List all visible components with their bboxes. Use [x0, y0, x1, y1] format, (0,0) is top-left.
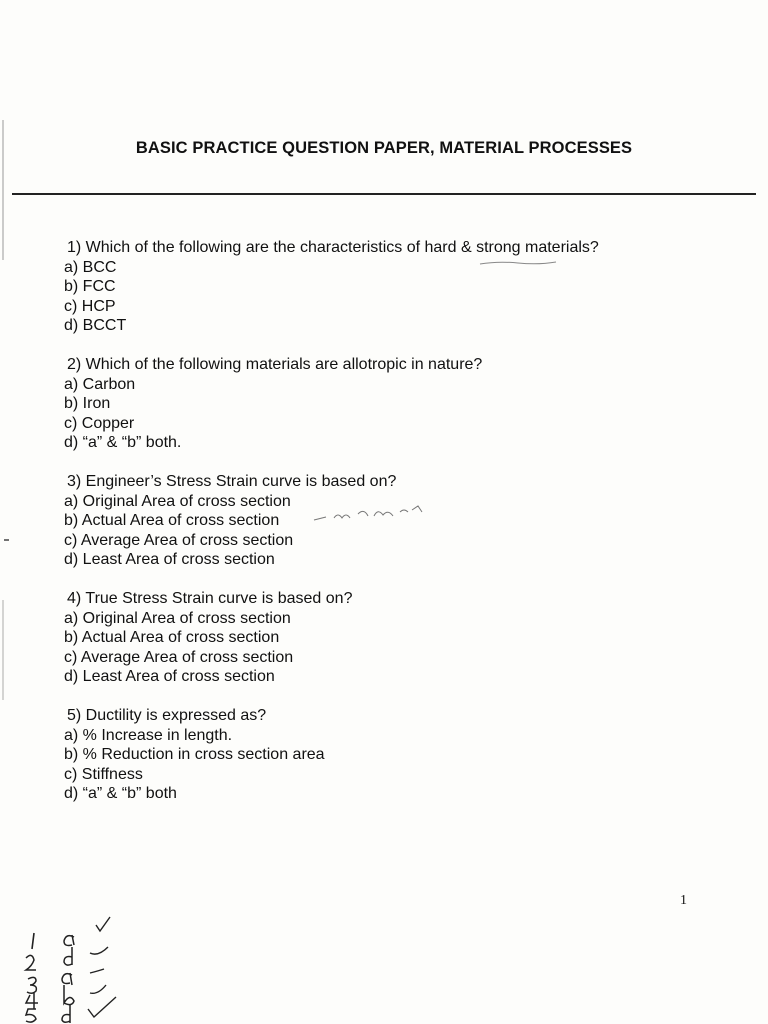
option-c: c) Stiffness — [64, 765, 143, 783]
title-divider — [12, 193, 756, 195]
question-text: 5) Ductility is expressed as? — [67, 707, 267, 724]
option-d: d) Least Area of cross section — [64, 668, 275, 685]
question-2 — [64, 355, 704, 453]
page-title: BASIC PRACTICE QUESTION PAPER, MATERIAL PROCESSES — [135, 139, 633, 157]
option-a: a) Original Area of cross section — [64, 492, 291, 510]
option-c: c) Average Area of cross section — [64, 531, 294, 549]
option-a: a) Original Area of cross section — [64, 609, 291, 627]
question-text: 2) Which of the following materials are allotropic in nature? — [67, 356, 483, 373]
option-b: b) Actual Area of cross section — [64, 629, 280, 646]
option-b: b) % Reduction in cross section area — [64, 746, 325, 763]
option-d: d) “a” & “b” both. — [64, 434, 182, 451]
option-d: d) BCCT — [64, 317, 127, 334]
option-d: d) “a” & “b” both — [64, 785, 177, 802]
option-a: a) % Increase in length. — [64, 726, 233, 744]
page-number: 1 — [680, 893, 687, 908]
question-text: 1) Which of the following are the characteristics of hard & strong materials? — [67, 239, 599, 256]
question-text: 4) True Stress Strain curve is based on? — [67, 590, 353, 607]
question-list — [64, 238, 704, 823]
option-b: b) FCC — [64, 278, 116, 295]
question-5 — [64, 706, 704, 804]
handwritten-answer-key — [20, 905, 140, 1024]
option-c: c) Average Area of cross section — [64, 648, 294, 666]
handwritten-scribble — [312, 500, 432, 526]
option-a: a) BCC — [64, 258, 117, 276]
pencil-mark — [478, 256, 558, 268]
option-b: b) Actual Area of cross section — [64, 512, 280, 529]
option-a: a) Carbon — [64, 375, 136, 393]
question-4 — [64, 589, 704, 687]
question-text: 3) Engineer’s Stress Strain curve is based on? — [67, 473, 397, 490]
question-1 — [64, 238, 704, 336]
option-c: c) Copper — [64, 414, 135, 432]
option-d: d) Least Area of cross section — [64, 551, 275, 568]
option-c: c) HCP — [64, 297, 116, 315]
option-b: b) Iron — [64, 395, 111, 412]
